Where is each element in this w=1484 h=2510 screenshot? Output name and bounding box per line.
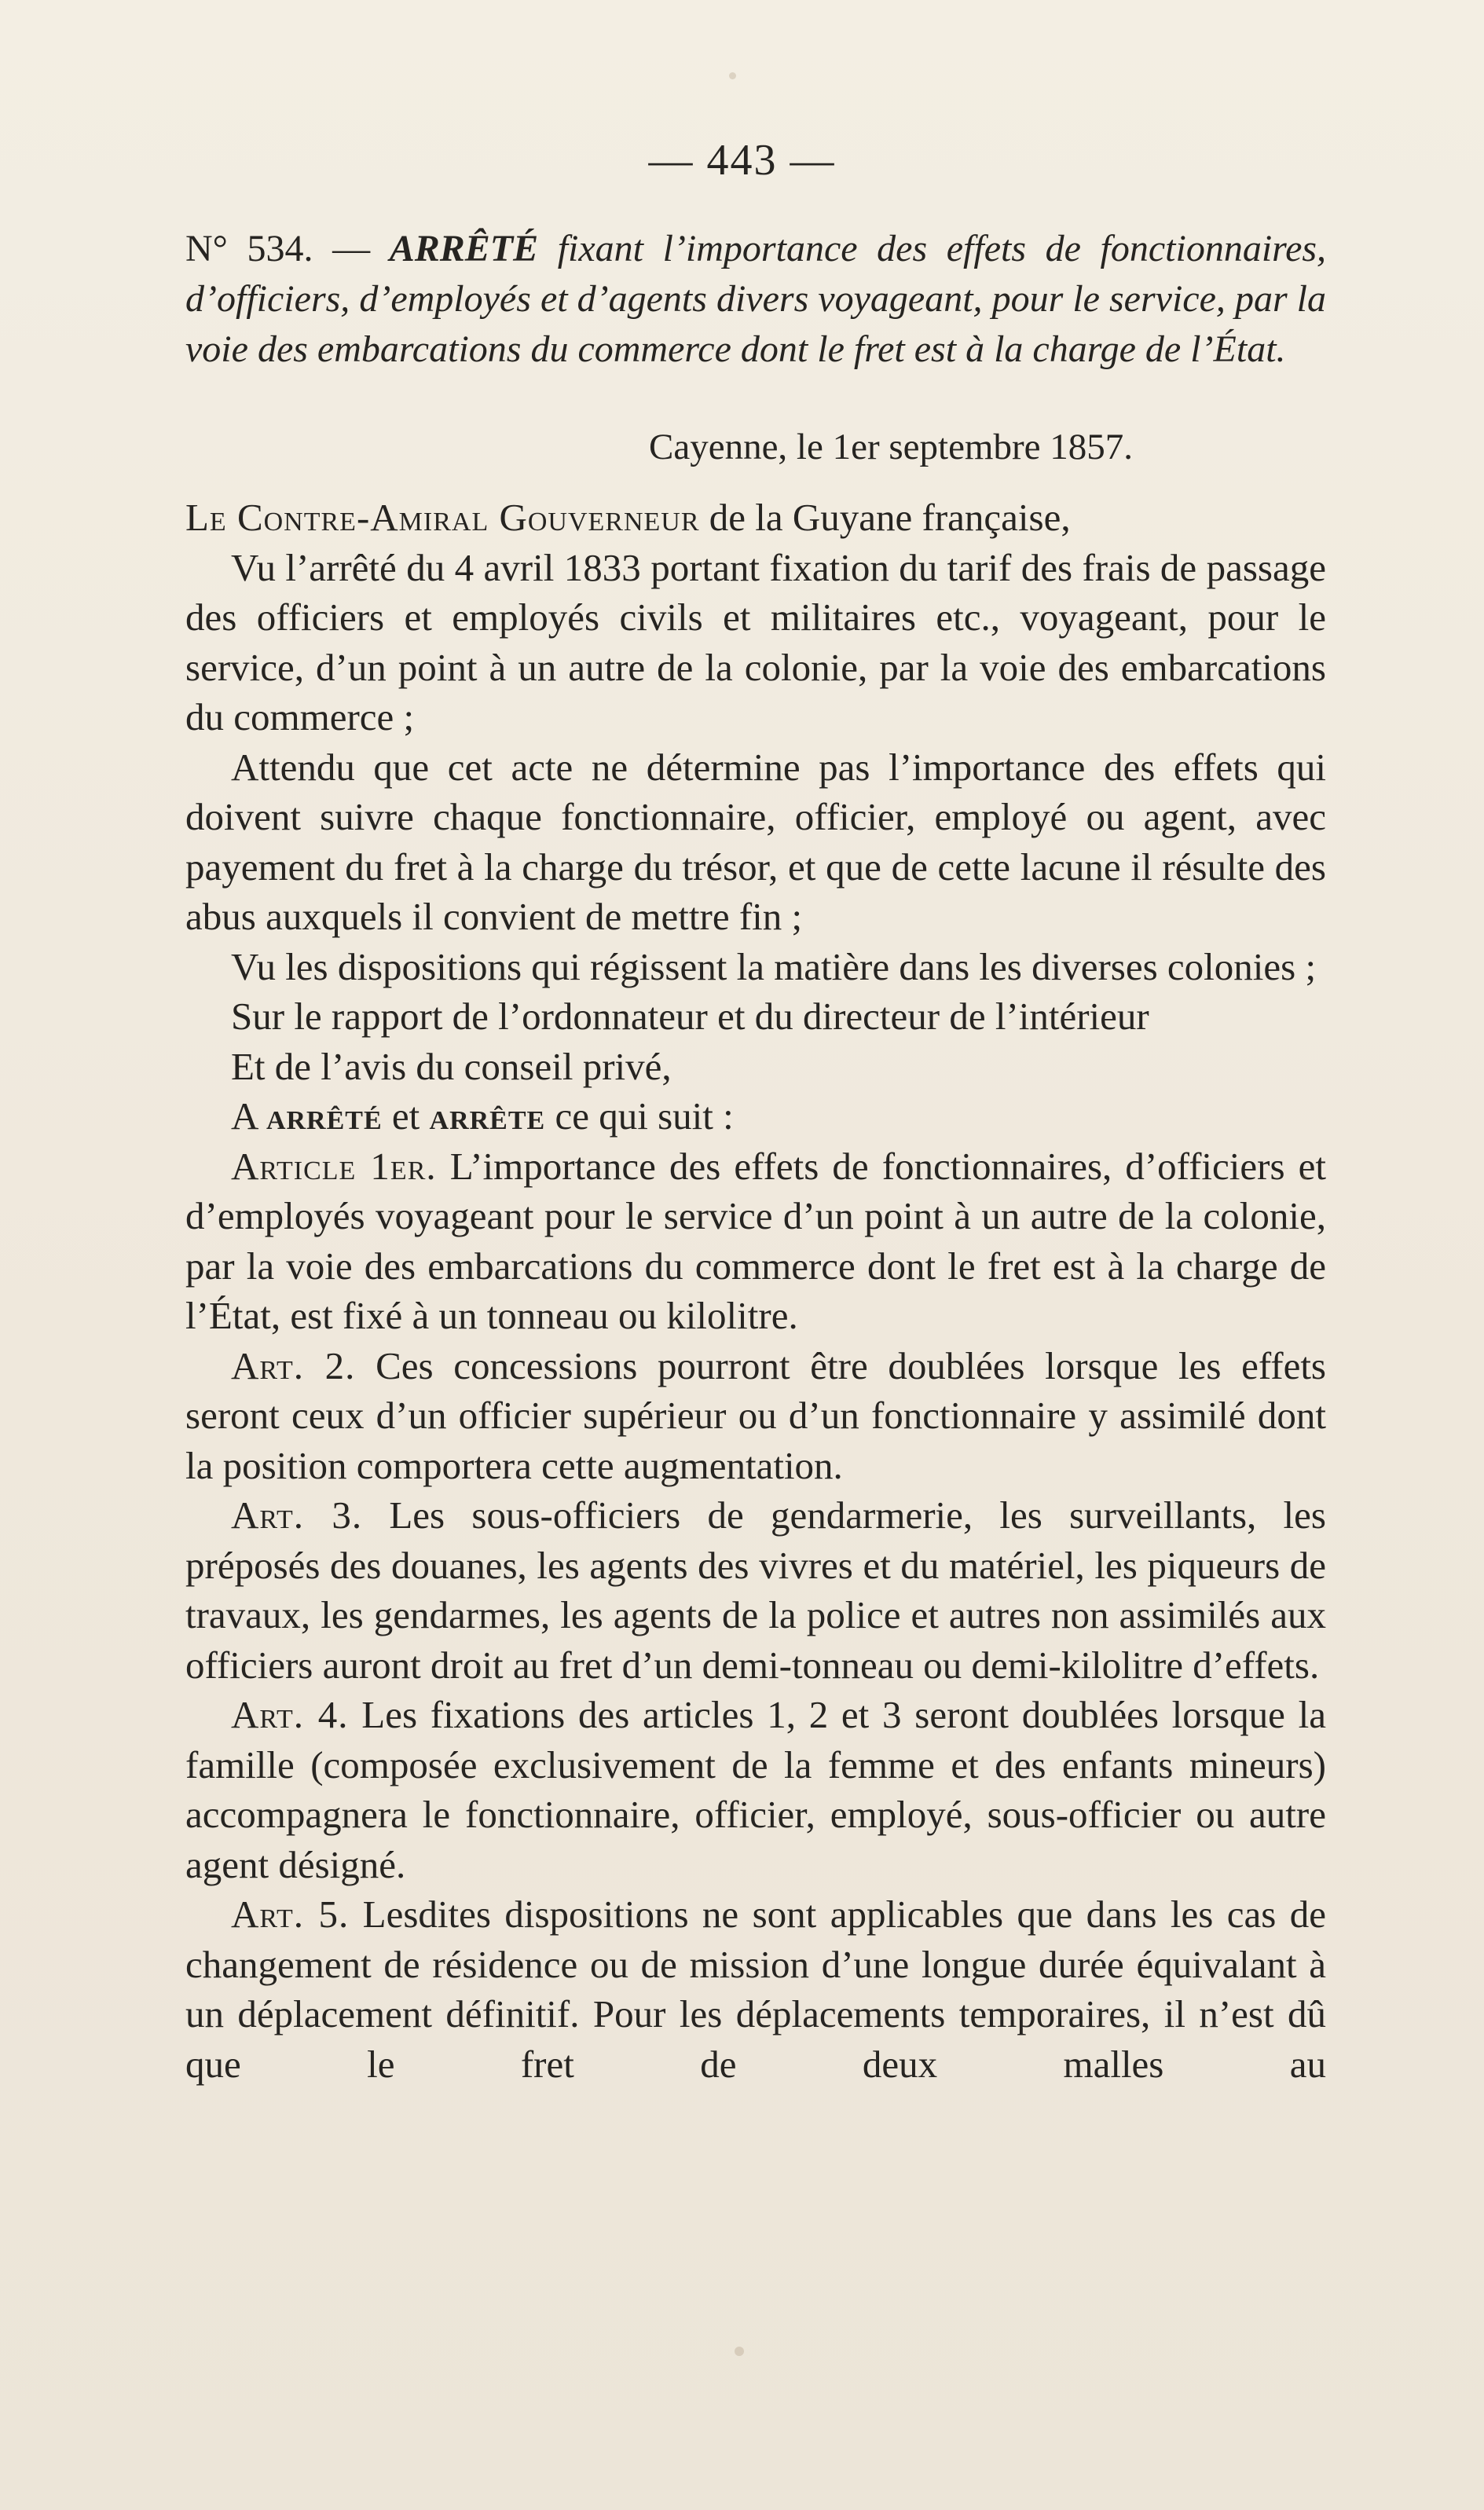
article-text: Lesdites dispositions ne sont applicables que dans les cas de changement de résidence ou de mission d’une longue durée équivalant à un déplacement définitif. Pour les déplacements temporaires, il n’est dû que le fret de deux malles au [185, 1893, 1327, 2086]
authority-line [185, 493, 1326, 543]
enacting-arrete-2: arrête [429, 1094, 546, 1138]
article-label: Art. 5. [231, 1893, 350, 1936]
considerant [185, 1042, 1326, 1092]
considerant-text: Vu l’arrêté du 4 avril 1833 portant fixation du tarif des frais de passage des officiers et employés civils et militaires etc., voyageant, pour le service, d’un point à un autre de la colonie, par la voie des embarcations du commerce ; [185, 545, 1326, 738]
enacting-clause [185, 1091, 1326, 1141]
article-label: Article 1er. [231, 1144, 437, 1188]
page-number: — 443 — [648, 136, 836, 185]
considerant-text: Attendu que cet acte ne détermine pas l’importance des effets qui doivent suivre chaque fonctionnaire, officier, employé ou agent, avec payement du fret à la charge du trésor, et que de cette lacune il résulte des abus auxquels il convient de mettre fin ; [185, 745, 1326, 938]
article-text: Les sous-officiers de gendarmerie, les surveillants, les préposés des douanes, les agents des vivres et du matériel, les piqueurs de travaux, les gendarmes, les agents de la police et autres non assimilés aux officiers auront droit au fret d’un demi-tonneau ou demi-kilolitre d’effets. [185, 1493, 1326, 1687]
article-1 [185, 1141, 1326, 1341]
article-label: Art. 3. [231, 1493, 363, 1537]
considerant-text: Vu les dispositions qui régissent la matière dans les diverses colonies ; [231, 944, 1317, 988]
article-3 [185, 1490, 1326, 1690]
heading-dash: — [332, 228, 371, 269]
decree-title: fixant l’importance des effets de fonctionnaires, d’officiers, d’employés et d’agents divers voyageant, pour le service, par la voie des embarcations du commerce dont le fret est à la charge de l’État. [185, 228, 1327, 370]
dateline: Cayenne, le 1er septembre 1857. [649, 427, 1134, 467]
article-label: Art. 2. [231, 1343, 356, 1387]
article-text: L’importance des effets de fonctionnaires, d’officiers et d’employés voyageant pour le service d’un point à un autre de la colonie, par la voie des embarcations du commerce dont le fret est à la charge de l’État, est fixé à un tonneau ou kilolitre. [185, 1144, 1326, 1337]
document-body [185, 224, 1326, 2089]
paper-spot [1302, 1174, 1307, 1180]
article-4 [185, 1690, 1326, 1889]
article-5 [185, 1889, 1326, 2089]
considerant [185, 543, 1326, 742]
decree-title-caps: ARRÊTÉ [389, 228, 539, 269]
enacting-a: A [231, 1094, 257, 1138]
article-text: Les fixations des articles 1, 2 et 3 seront doublées lorsque la famille (composée exclusivement de la femme et des enfants mineurs) accompagnera le fonctionnaire, officier, employé, sous-officier ou autre agent désigné. [185, 1693, 1326, 1886]
enacting-arrete-1: arrêté [266, 1094, 383, 1138]
article-2 [185, 1341, 1326, 1491]
considerant [185, 942, 1326, 992]
considerant-text: Sur le rapport de l’ordonnateur et du directeur de l’intérieur [231, 995, 1149, 1038]
article-label: Art. 4. [231, 1693, 349, 1736]
paper-spot [735, 2347, 744, 2356]
authority-title: Le Contre-Amiral Gouverneur [185, 496, 700, 539]
considerant [185, 991, 1326, 1042]
paper-spot [729, 72, 736, 79]
decree-number: N° 534. [185, 228, 313, 269]
considerant [185, 742, 1326, 942]
article-text: Ces concessions pourront être doublées lorsque les effets seront ceux d’un officier supérieur ou d’un fonctionnaire y assimilé dont la position comportera cette augmentation. [185, 1343, 1327, 1487]
considerant-text: Et de l’avis du conseil privé, [231, 1044, 672, 1088]
enacting-et: et [391, 1094, 420, 1138]
authority-rest: de la Guyane française, [709, 496, 1071, 539]
enacting-rest: ce qui suit : [555, 1094, 734, 1138]
decree-heading [185, 224, 1326, 375]
